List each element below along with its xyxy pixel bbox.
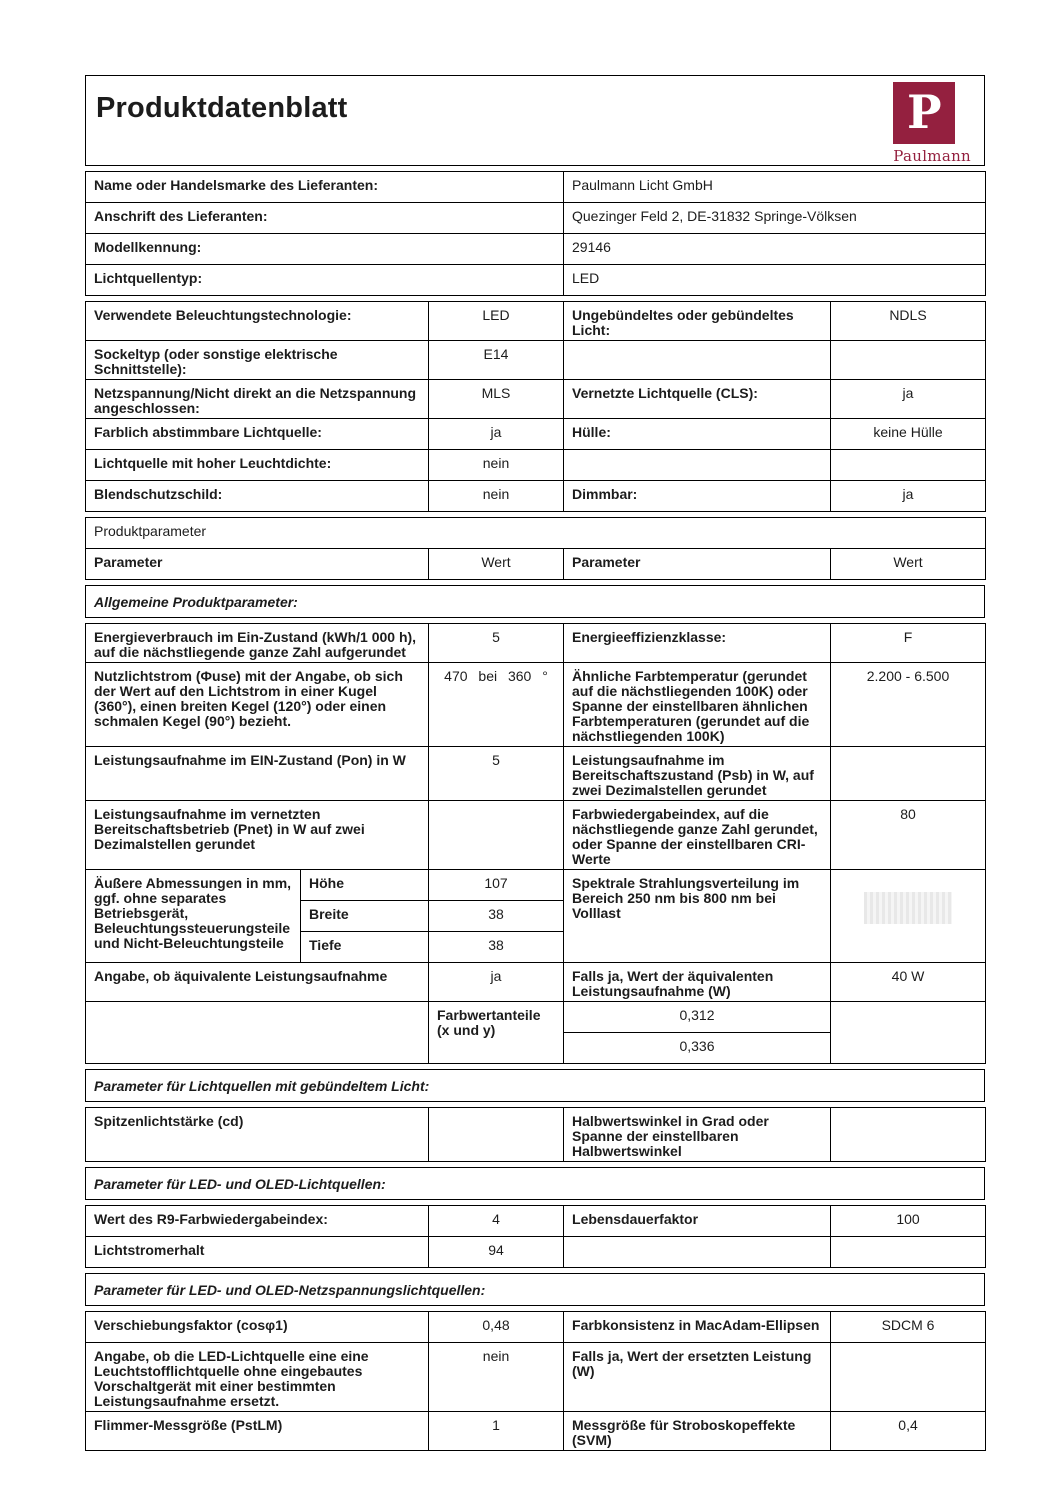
value-cell: 5 [429,747,564,801]
table-row [86,518,986,549]
value-cell: 80 [831,801,986,870]
table-row [86,481,986,512]
value-cell: LED [429,302,564,341]
value-cell [831,1237,986,1268]
table-row [86,1108,986,1162]
table-row [86,234,986,265]
param-label-cell: Flimmer-Messgröße (PstLM) [86,1412,429,1451]
dimension-name-cell: Breite [301,901,429,932]
value-cell: E14 [429,341,564,380]
value-cell: 100 [831,1206,986,1237]
param-label-cell: Farbwiedergabeindex, auf die nächstliegende ganze Zahl gerundet, oder Spanne der einstellbaren CRI-Werte [564,801,831,870]
value-cell: nein [429,481,564,512]
value-cell: nein [429,1343,564,1412]
value-cell: 0,312 [564,1002,831,1033]
param-label-cell: Verwendete Beleuchtungstechnologie: [86,302,429,341]
value-cell: ja [831,380,986,419]
param-label-cell: Wert des R9-Farbwiedergabeindex: [86,1206,429,1237]
section-heading-led: Parameter für LED- und OLED-Lichtquellen: [85,1167,985,1200]
param-label-cell: Leistungsaufnahme im Bereitschaftszustand (Psb) in W, auf zwei Dezimalstellen gerundet [564,747,831,801]
value-cell [429,1108,564,1162]
product-params-header-table [85,517,986,580]
value-cell: 29146 [564,234,986,265]
value-cell: 5 [429,624,564,663]
param-label-cell: Äußere Abmessungen in mm, ggf. ohne separates Betriebsgerät, Beleuchtungssteuerungsteile und Nicht-Beleuchtungsteile [86,870,301,963]
param-label-cell: Name oder Handelsmarke des Lieferanten: [86,172,564,203]
value-cell: SDCM 6 [831,1312,986,1343]
param-label-cell: Falls ja, Wert der äquivalenten Leistungsaufnahme (W) [564,963,831,1002]
paulmann-logo-text: Paulmann [893,147,971,165]
table-row [86,450,986,481]
table-row [86,549,986,580]
param-label-cell: Anschrift des Lieferanten: [86,203,564,234]
empty-cell [831,1002,986,1064]
param-label-cell: Farbwertanteile (x und y) [429,1002,564,1064]
value-cell: nein [429,450,564,481]
param-label-cell: Dimmbar: [564,481,831,512]
param-label-cell: Netzspannung/Nicht direkt an die Netzspannung angeschlossen: [86,380,429,419]
param-label-cell: Farbkonsistenz in MacAdam-Ellipsen [564,1312,831,1343]
column-header-wert: Wert [831,549,986,580]
value-cell: 94 [429,1237,564,1268]
page-title: Produktdatenblatt [96,92,348,124]
param-label-cell: Energieverbrauch im Ein-Zustand (kWh/1 000 h), auf die nächstliegende ganze Zahl aufgerundet [86,624,429,663]
value-cell: 107 [429,870,564,901]
value-cell: 1 [429,1412,564,1451]
beamed-params-table [85,1107,986,1162]
param-label-cell: Energieeffizienzklasse: [564,624,831,663]
param-label-cell: Hülle: [564,419,831,450]
param-label-cell [564,341,831,380]
value-cell: 38 [429,901,564,932]
column-header-parameter: Parameter [564,549,831,580]
table-row [86,1312,986,1343]
supplier-table [85,171,986,296]
param-label-cell: Lebensdauerfaktor [564,1206,831,1237]
param-label-cell: Vernetzte Lichtquelle (CLS): [564,380,831,419]
value-cell: 38 [429,932,564,963]
technology-table [85,301,986,512]
empty-cell [86,1002,429,1064]
param-label-cell: Verschiebungsfaktor (cosφ1) [86,1312,429,1343]
param-label-cell: Nutzlichtstrom (Φuse) mit der Angabe, ob sich der Wert auf den Lichtstrom in einer Kugel (360°), einen breiten Kegel (120°) oder einen schmalen Kegel (90°) bezieht. [86,663,429,747]
mains-params-table [85,1311,986,1451]
value-cell [831,341,986,380]
param-label-cell: Modellkennung: [86,234,564,265]
paulmann-logo [893,82,971,165]
table-row [86,265,986,296]
param-label-cell: Ähnliche Farbtemperatur (gerundet auf die nächstliegenden 100K) oder Spanne der einstellbaren ähnlichen Farbtemperaturen (gerundet auf die nächstliegenden 100K) [564,663,831,747]
table-row [86,1237,986,1268]
value-cell: 0,4 [831,1412,986,1451]
table-row [86,663,986,747]
param-label-cell: Spitzenlichtstärke (cd) [86,1108,429,1162]
value-cell: ja [429,419,564,450]
table-row [86,203,986,234]
table-row [86,624,986,663]
table-row [86,1206,986,1237]
value-cell [429,801,564,870]
value-cell: ja [831,481,986,512]
value-cell [831,1108,986,1162]
table-row [86,1412,986,1451]
dimension-name-cell: Tiefe [301,932,429,963]
value-cell: 4 [429,1206,564,1237]
paulmann-logo-icon: P [893,82,955,144]
table-row [86,419,986,450]
table-row [86,801,986,870]
param-label-cell: Angabe, ob die LED-Lichtquelle eine eine Leuchtstofflichtquelle ohne eingebautes Vorschaltgerät mit einer bestimmten Leistungsaufnahme ersetzt. [86,1343,429,1412]
spectral-image-cell [831,870,986,963]
value-cell: Paulmann Licht GmbH [564,172,986,203]
param-label-cell [564,1237,831,1268]
value-cell: keine Hülle [831,419,986,450]
param-label-cell: Halbwertswinkel in Grad oder Spanne der einstellbaren Halbwertswinkel [564,1108,831,1162]
param-label-cell: Blendschutzschild: [86,481,429,512]
param-label-cell: Lichtquellentyp: [86,265,564,296]
table-row [86,341,986,380]
param-label-cell: Falls ja, Wert der ersetzten Leistung (W) [564,1343,831,1412]
value-cell: LED [564,265,986,296]
table-row [86,963,986,1002]
param-label-cell: Lichtstromerhalt [86,1237,429,1268]
param-label-cell: Messgröße für Stroboskopeffekte (SVM) [564,1412,831,1451]
general-params-table [85,623,986,1064]
table-row [86,870,986,901]
param-label-cell: Sockeltyp (oder sonstige elektrische Schnittstelle): [86,341,429,380]
param-label-cell [564,450,831,481]
column-header-wert: Wert [429,549,564,580]
value-cell [831,450,986,481]
value-cell: 470 bei 360 ° [429,663,564,747]
param-label-cell: Leistungsaufnahme im vernetzten Bereitschaftsbetrieb (Pnet) in W auf zwei Dezimalstellen gerundet [86,801,429,870]
led-params-table [85,1205,986,1268]
column-header-parameter: Parameter [86,549,429,580]
value-cell: MLS [429,380,564,419]
group-label-cell: Produktparameter [86,518,986,549]
value-cell: 40 W [831,963,986,1002]
value-cell [831,747,986,801]
value-cell: NDLS [831,302,986,341]
param-label-cell: Farblich abstimmbare Lichtquelle: [86,419,429,450]
param-label-cell: Spektrale Strahlungsverteilung im Bereich 250 nm bis 800 nm bei Volllast [564,870,831,963]
table-row [86,1002,986,1033]
table-row [86,1343,986,1412]
param-label-cell: Leistungsaufnahme im EIN-Zustand (Pon) in W [86,747,429,801]
section-heading-general: Allgemeine Produktparameter: [85,585,985,618]
value-cell: 0,336 [564,1033,831,1064]
table-row [86,302,986,341]
param-label-cell: Angabe, ob äquivalente Leistungsaufnahme [86,963,429,1002]
spectral-distribution-image [864,892,952,924]
value-cell: 0,48 [429,1312,564,1343]
value-cell: Quezinger Feld 2, DE-31832 Springe-Völksen [564,203,986,234]
value-cell [831,1343,986,1412]
value-cell: F [831,624,986,663]
dimension-name-cell: Höhe [301,870,429,901]
table-row [86,380,986,419]
value-cell: 2.200 - 6.500 [831,663,986,747]
header [85,75,985,166]
param-label-cell: Ungebündeltes oder gebündeltes Licht: [564,302,831,341]
value-cell: ja [429,963,564,1002]
table-row [86,747,986,801]
section-heading-beamed: Parameter für Lichtquellen mit gebündeltem Licht: [85,1069,985,1102]
section-heading-mains: Parameter für LED- und OLED-Netzspannungslichtquellen: [85,1273,985,1306]
param-label-cell: Lichtquelle mit hoher Leuchtdichte: [86,450,429,481]
table-row [86,172,986,203]
